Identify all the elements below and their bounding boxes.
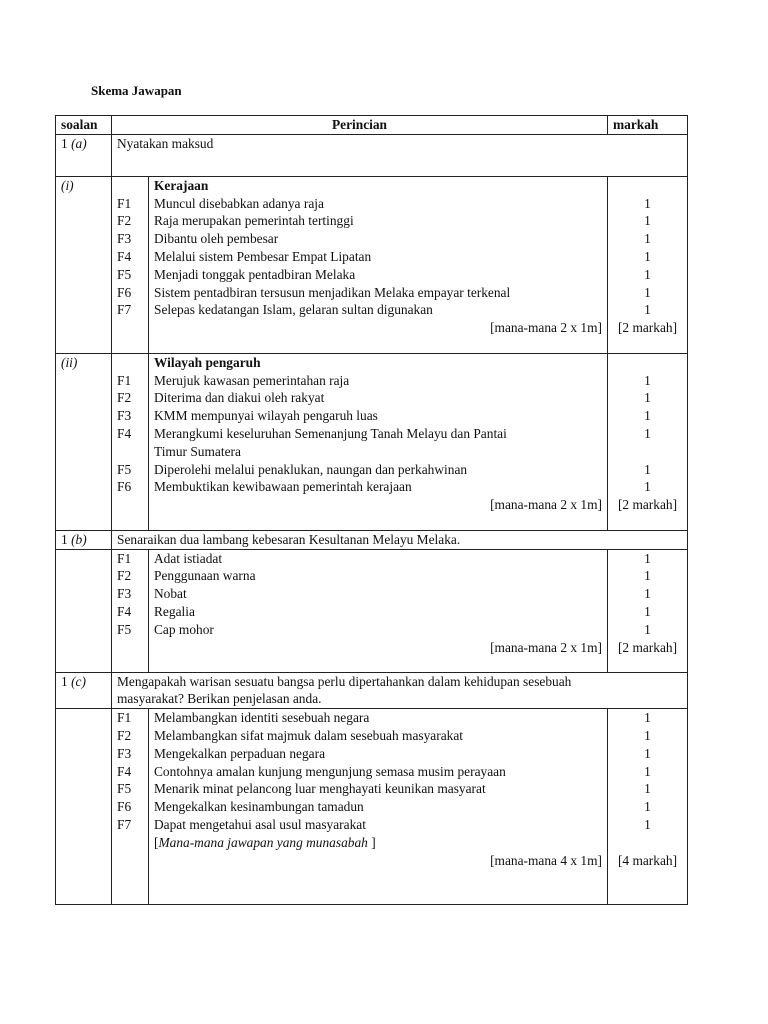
item-text: KMM mempunyai wilayah pengaruh luas bbox=[154, 408, 378, 424]
item-mark: 1 bbox=[644, 390, 651, 406]
prompt-line: Mengapakah warisan sesuatu bangsa perlu dipertahankan dalam kehidupan sesebuah bbox=[117, 673, 572, 689]
item-mark: 1 bbox=[644, 586, 651, 602]
item-text: Adat istiadat bbox=[154, 550, 223, 566]
bracket-open: [ bbox=[154, 834, 159, 850]
total-marks: [2 markah] bbox=[617, 639, 678, 655]
item-text: Selepas kedatangan Islam, gelaran sultan digunakan bbox=[154, 302, 433, 318]
item-mark: 1 bbox=[644, 248, 651, 264]
section-label-i: (i) bbox=[56, 176, 112, 353]
section-label-ii: (ii) bbox=[56, 353, 112, 530]
q1b-codes bbox=[112, 549, 149, 672]
question-letter: (b) bbox=[71, 531, 87, 547]
item-mark: 1 bbox=[644, 710, 651, 726]
item-text: Diterima dan diakui oleh rakyat bbox=[154, 390, 325, 406]
item-mark: 1 bbox=[644, 461, 651, 477]
item-code: F2 bbox=[117, 213, 132, 229]
q1b-marks bbox=[608, 549, 688, 672]
item-mark: 1 bbox=[644, 621, 651, 637]
question-label-1c bbox=[56, 672, 112, 709]
item-text: Raja merupakan pemerintah tertinggi bbox=[154, 213, 354, 229]
mark-summary: [mana-mana 2 x 1m] bbox=[490, 320, 602, 336]
item-code: F3 bbox=[117, 586, 132, 602]
item-code: F5 bbox=[117, 266, 132, 282]
question-prompt-1c bbox=[112, 672, 688, 709]
question-1c-items-row bbox=[56, 709, 688, 905]
item-mark: 1 bbox=[644, 213, 651, 229]
item-mark: 1 bbox=[644, 763, 651, 779]
item-mark: 1 bbox=[644, 266, 651, 282]
item-code: F2 bbox=[117, 390, 132, 406]
item-code: F2 bbox=[117, 727, 132, 743]
header-perincian: Perincian bbox=[112, 116, 608, 135]
item-code: F1 bbox=[117, 195, 132, 211]
document-title: Skema Jawapan bbox=[91, 83, 182, 98]
empty-label-cell bbox=[56, 709, 112, 905]
item-text: Menarik minat pelancong luar menghayati keunikan masyarat bbox=[154, 781, 486, 797]
prompt-line: masyarakat? Berikan penjelasan anda. bbox=[117, 691, 322, 707]
item-text: Membuktikan kewibawaan pemerintah kerajaan bbox=[154, 479, 412, 495]
item-text: Merangkumi keseluruhan Semenanjung Tanah Melayu dan Pantai bbox=[154, 425, 507, 441]
question-label-1b bbox=[56, 530, 112, 549]
item-text: Sistem pentadbiran tersusun menjadikan Melaka empayar terkenal bbox=[154, 284, 511, 300]
item-mark: 1 bbox=[644, 816, 651, 832]
item-code: F2 bbox=[117, 568, 132, 584]
question-letter: (c) bbox=[71, 673, 86, 689]
empty-label-cell bbox=[56, 549, 112, 672]
item-mark: 1 bbox=[644, 284, 651, 300]
item-mark: 1 bbox=[644, 195, 651, 211]
item-code: F7 bbox=[117, 816, 132, 832]
item-text: Melambangkan identiti sesebuah negara bbox=[154, 710, 370, 726]
item-text: Mengekalkan perpaduan negara bbox=[154, 745, 326, 761]
item-mark: 1 bbox=[644, 408, 651, 424]
item-mark: 1 bbox=[644, 302, 651, 318]
section-ii-details bbox=[149, 353, 608, 530]
item-text: Dapat mengetahui asal usul masyarakat bbox=[154, 816, 366, 832]
q1b-details bbox=[149, 549, 608, 672]
item-text: Dibantu oleh pembesar bbox=[154, 231, 279, 247]
mark-summary: [mana-mana 4 x 1m] bbox=[490, 852, 602, 868]
item-code: F3 bbox=[117, 231, 132, 247]
item-code: F6 bbox=[117, 284, 132, 300]
q1c-codes bbox=[112, 709, 149, 905]
item-mark: 1 bbox=[644, 425, 651, 441]
item-text: Regalia bbox=[154, 603, 195, 619]
section-i-codes bbox=[112, 176, 149, 353]
item-code: F5 bbox=[117, 621, 132, 637]
section-i-row bbox=[56, 176, 688, 353]
item-code: F5 bbox=[117, 781, 132, 797]
item-text: Melambangkan sifat majmuk dalam sesebuah masyarakat bbox=[154, 727, 463, 743]
item-code: F1 bbox=[117, 372, 132, 388]
item-text: Menjadi tonggak pentadbiran Melaka bbox=[154, 266, 356, 282]
question-1b-items-row bbox=[56, 549, 688, 672]
item-mark: 1 bbox=[644, 603, 651, 619]
total-marks: [2 markah] bbox=[617, 497, 678, 513]
section-ii-row bbox=[56, 353, 688, 530]
item-mark: 1 bbox=[644, 727, 651, 743]
item-code: F3 bbox=[117, 745, 132, 761]
q1c-details bbox=[149, 709, 608, 905]
q1c-marks bbox=[608, 709, 688, 905]
item-text: Cap mohor bbox=[154, 621, 214, 637]
question-number: 1 bbox=[61, 673, 68, 689]
item-text: Contohnya amalan kunjung mengunjung semasa musim perayaan bbox=[154, 763, 506, 779]
item-code: F5 bbox=[117, 461, 132, 477]
item-mark: 1 bbox=[644, 550, 651, 566]
item-code: F1 bbox=[117, 550, 132, 566]
item-mark: 1 bbox=[644, 479, 651, 495]
item-text: Diperolehi melalui penaklukan, naungan dan perkahwinan bbox=[154, 461, 468, 477]
section-ii-codes bbox=[112, 353, 149, 530]
item-text: Melalui sistem Pembesar Empat Lipatan bbox=[154, 248, 372, 264]
total-marks: [4 markah] bbox=[617, 852, 678, 868]
question-number: 1 bbox=[61, 531, 68, 547]
item-text: Penggunaan warna bbox=[154, 568, 256, 584]
item-text-continued: Timur Sumatera bbox=[154, 443, 241, 459]
item-mark: 1 bbox=[644, 568, 651, 584]
question-prompt-1b: Senaraikan dua lambang kebesaran Kesultanan Melayu Melaka. bbox=[112, 530, 688, 549]
question-1b-row bbox=[56, 530, 688, 549]
total-marks: [2 markah] bbox=[617, 320, 678, 336]
item-mark: 1 bbox=[644, 781, 651, 797]
section-i-marks bbox=[608, 176, 688, 353]
item-code: F4 bbox=[117, 603, 132, 619]
bracket-close: ] bbox=[367, 834, 376, 850]
table-header-row bbox=[56, 116, 688, 135]
mark-summary: [mana-mana 2 x 1m] bbox=[490, 639, 602, 655]
mark-summary: [mana-mana 2 x 1m] bbox=[490, 497, 602, 513]
item-mark: 1 bbox=[644, 745, 651, 761]
acceptable-answers-note bbox=[154, 834, 602, 852]
item-code: F4 bbox=[117, 248, 132, 264]
question-1c-row bbox=[56, 672, 688, 709]
section-ii-marks bbox=[608, 353, 688, 530]
item-code: F3 bbox=[117, 408, 132, 424]
item-code: F6 bbox=[117, 799, 132, 815]
answer-scheme-table bbox=[55, 115, 688, 905]
item-text: Mengekalkan kesinambungan tamadun bbox=[154, 799, 364, 815]
question-label-1a bbox=[56, 134, 112, 176]
item-text: Nobat bbox=[154, 586, 187, 602]
question-letter: (a) bbox=[71, 135, 87, 151]
header-soalan: soalan bbox=[56, 116, 112, 135]
item-code: F7 bbox=[117, 302, 132, 318]
item-code: F4 bbox=[117, 425, 132, 441]
section-heading: Wilayah pengaruh bbox=[154, 354, 261, 370]
item-code: F6 bbox=[117, 479, 132, 495]
header-markah: markah bbox=[608, 116, 688, 135]
item-text: Muncul disebabkan adanya raja bbox=[154, 195, 324, 211]
section-i-details bbox=[149, 176, 608, 353]
item-code: F1 bbox=[117, 710, 132, 726]
question-number: 1 bbox=[61, 135, 68, 151]
section-heading: Kerajaan bbox=[154, 177, 209, 193]
question-1a-row bbox=[56, 134, 688, 176]
question-prompt-1a: Nyatakan maksud bbox=[112, 134, 688, 176]
item-mark: 1 bbox=[644, 372, 651, 388]
item-mark: 1 bbox=[644, 799, 651, 815]
item-mark: 1 bbox=[644, 231, 651, 247]
item-code: F4 bbox=[117, 763, 132, 779]
item-text: Merujuk kawasan pemerintahan raja bbox=[154, 372, 350, 388]
note-text: Mana-mana jawapan yang munasabah bbox=[158, 834, 368, 850]
